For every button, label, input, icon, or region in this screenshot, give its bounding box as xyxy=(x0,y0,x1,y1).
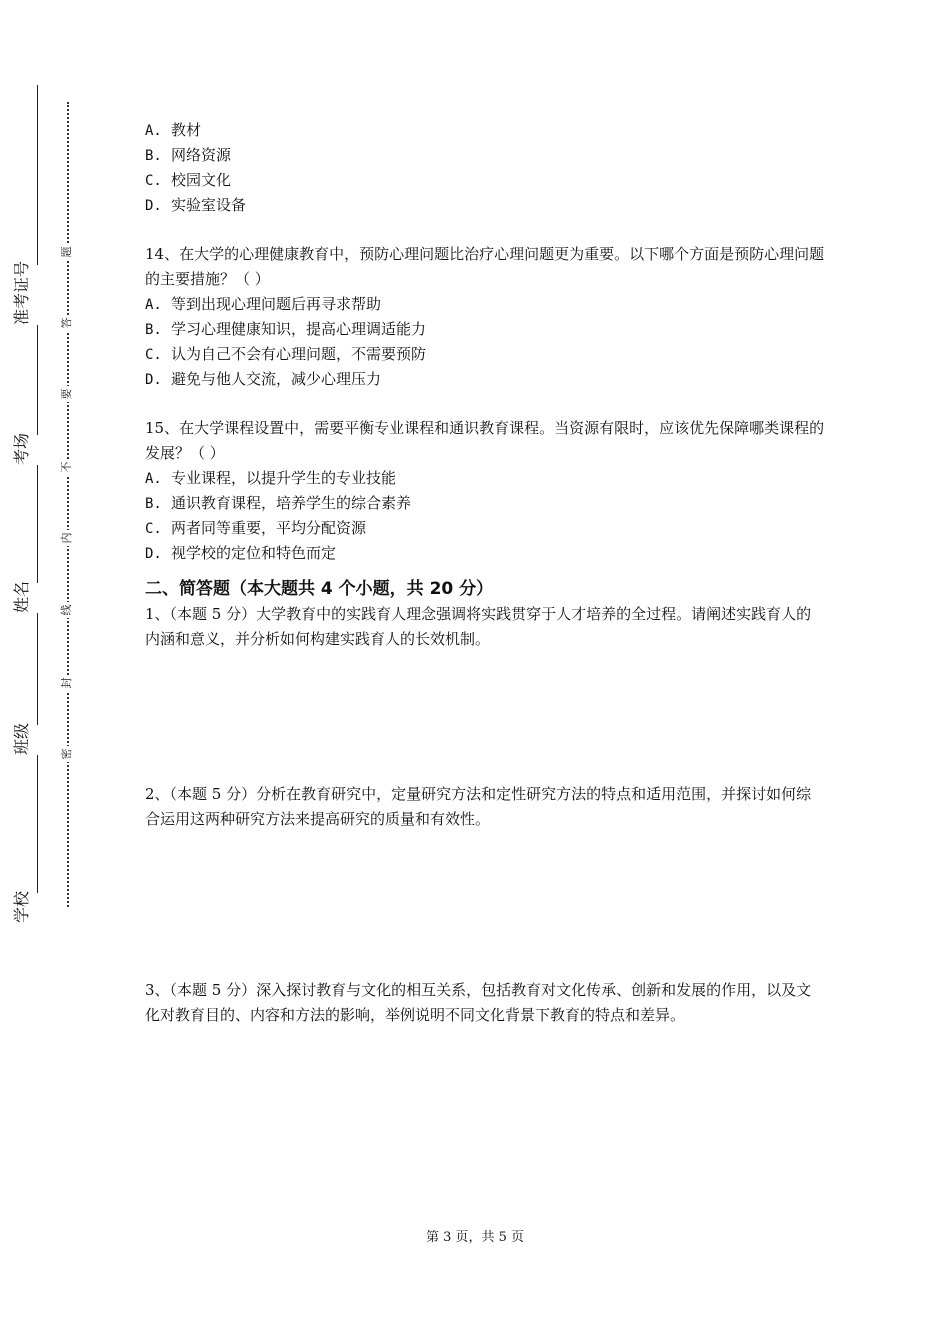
option-c xyxy=(145,516,825,541)
binding-solid-line xyxy=(37,85,38,920)
option-b xyxy=(145,143,825,168)
option-letter: B. xyxy=(145,496,162,512)
school-label: 学校 xyxy=(7,893,67,923)
option-letter: C. xyxy=(145,521,162,537)
seal-char: 要 xyxy=(59,386,75,402)
seal-char: 内 xyxy=(59,530,75,546)
seal-char: 答 xyxy=(59,315,75,331)
student-name-label: 姓名 xyxy=(7,583,67,613)
option-c xyxy=(145,168,825,193)
option-letter: B. xyxy=(145,322,162,338)
question-text: 15、在大学课程设置中，需要平衡专业课程和通识教育课程。当资源有限时，应该优先保障哪类课程的发展？（ ） xyxy=(145,419,825,462)
option-letter: C. xyxy=(145,347,162,363)
question-14 xyxy=(145,242,825,392)
option-letter: A. xyxy=(145,123,162,139)
option-b xyxy=(145,491,825,516)
short-answer-3: 3、（本题 5 分）深入探讨教育与文化的相互关系，包括教育对文化传承、创新和发展的作用，以及文化对教育目的、内容和方法的影响，举例说明不同文化背景下教育的特点和差异。 xyxy=(145,981,812,1024)
option-b xyxy=(145,317,825,342)
class-label: 班级 xyxy=(7,725,67,755)
short-answer-2: 2、（本题 5 分）分析在教育研究中，定量研究方法和定性研究方法的特点和适用范围，并探讨如何综合运用这两种研究方法来提高研究的质量和有效性。 xyxy=(145,785,812,828)
option-text: 等到出现心理问题后再寻求帮助 xyxy=(171,295,382,313)
option-text: 两者同等重要，平均分配资源 xyxy=(171,519,367,537)
option-text: 视学校的定位和特色而定 xyxy=(171,544,337,562)
question-15 xyxy=(145,416,825,566)
option-letter: A. xyxy=(145,471,162,487)
option-text: 实验室设备 xyxy=(171,196,247,214)
seal-char: 题 xyxy=(59,244,75,260)
option-text: 网络资源 xyxy=(171,146,232,164)
option-text: 校园文化 xyxy=(171,171,232,189)
exam-room-label: 考场 xyxy=(7,435,67,465)
option-c xyxy=(145,342,825,367)
option-letter: C. xyxy=(145,173,162,189)
section-title: 二、简答题（本大题共 4 个小题，共 20 分） xyxy=(145,579,494,599)
page-footer: 第 3 页，共 5 页 xyxy=(425,1230,525,1245)
option-letter: A. xyxy=(145,297,162,313)
option-text: 避免与他人交流，减少心理压力 xyxy=(171,370,382,388)
option-letter: D. xyxy=(145,372,162,388)
option-text: 认为自己不会有心理问题，不需要预防 xyxy=(171,345,427,363)
seal-char: 密 xyxy=(59,746,75,762)
admission-number-label: 准考证号 xyxy=(7,265,67,325)
question-text: 14、在大学的心理健康教育中，预防心理问题比治疗心理问题更为重要。以下哪个方面是预防心理问题的主要措施？（ ） xyxy=(145,245,825,288)
option-a xyxy=(145,466,825,491)
option-d xyxy=(145,541,825,566)
option-text: 学习心理健康知识，提高心理调适能力 xyxy=(171,320,427,338)
seal-char: 封 xyxy=(59,675,75,691)
exam-content xyxy=(145,118,825,1028)
option-a xyxy=(145,292,825,317)
option-text: 通识教育课程，培养学生的综合素养 xyxy=(171,494,412,512)
option-text: 教材 xyxy=(171,121,202,139)
option-letter: D. xyxy=(145,546,162,562)
option-text: 专业课程，以提升学生的专业技能 xyxy=(171,469,397,487)
short-answer-1: 1、（本题 5 分）大学教育中的实践育人理念强调将实践贯穿于人才培养的全过程。请阐述实践育人的内涵和意义，并分析如何构建实践育人的长效机制。 xyxy=(145,605,812,648)
option-a xyxy=(145,118,825,143)
binding-margin xyxy=(0,0,90,1344)
option-d xyxy=(145,367,825,392)
option-letter: D. xyxy=(145,198,162,214)
seal-dotted-line xyxy=(67,102,69,907)
q13-options xyxy=(145,118,825,218)
seal-char: 不 xyxy=(59,459,75,475)
option-letter: B. xyxy=(145,148,162,164)
seal-char: 线 xyxy=(59,602,75,618)
option-d xyxy=(145,193,825,218)
